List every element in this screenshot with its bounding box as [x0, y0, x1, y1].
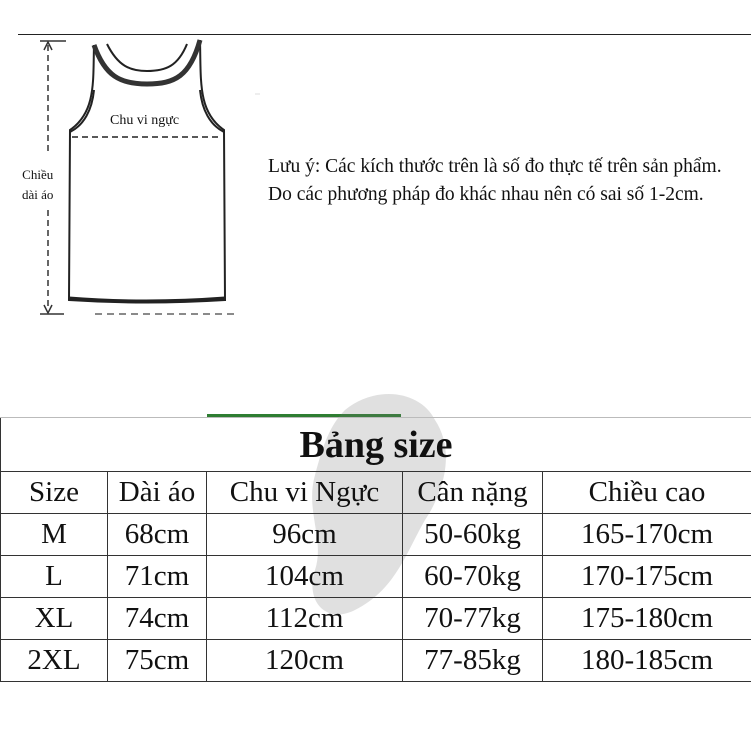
table-row [1, 640, 751, 682]
length-label-line1: Chiều [22, 167, 54, 182]
cell-chest: 120cm [207, 640, 403, 682]
cell-height: 165-170cm [543, 514, 751, 556]
length-label [22, 165, 53, 205]
cell-height: 175-180cm [543, 598, 751, 640]
cell-chest: 112cm [207, 598, 403, 640]
cell-chest: 104cm [207, 556, 403, 598]
length-label-line2: dài áo [22, 187, 54, 202]
cell-size: L [1, 556, 108, 598]
header-chest: Chu vi Ngực [207, 472, 403, 514]
chest-label: Chu vi ngực [110, 113, 180, 128]
cell-length: 68cm [108, 514, 207, 556]
table-row [1, 514, 751, 556]
cell-length: 75cm [108, 640, 207, 682]
cell-height: 180-185cm [543, 640, 751, 682]
cell-length: 74cm [108, 598, 207, 640]
cell-chest: 96cm [207, 514, 403, 556]
cell-length: 71cm [108, 556, 207, 598]
cell-weight: 77-85kg [403, 640, 543, 682]
cell-height: 170-175cm [543, 556, 751, 598]
cell-weight: 50-60kg [403, 514, 543, 556]
table-row [1, 556, 751, 598]
cell-weight: 60-70kg [403, 556, 543, 598]
table-header-row [1, 472, 751, 514]
size-table [0, 417, 751, 682]
header-size: Size [1, 472, 108, 514]
cell-size: 2XL [1, 640, 108, 682]
cell-size: XL [1, 598, 108, 640]
header-height: Chiều cao [543, 472, 751, 514]
header-length: Dài áo [108, 472, 207, 514]
cell-weight: 70-77kg [403, 598, 543, 640]
header-weight: Cân nặng [403, 472, 543, 514]
table-title: Bảng size [1, 418, 751, 472]
cell-size: M [1, 514, 108, 556]
tank-top-outline [69, 40, 225, 303]
table-row [1, 598, 751, 640]
table-title-row [1, 418, 751, 472]
measurement-note: Lưu ý: Các kích thước trên là số đo thực tế trên sản phẩm. Do các phương pháp đo khác nhau nên có sai số 1-2cm. [268, 156, 722, 205]
